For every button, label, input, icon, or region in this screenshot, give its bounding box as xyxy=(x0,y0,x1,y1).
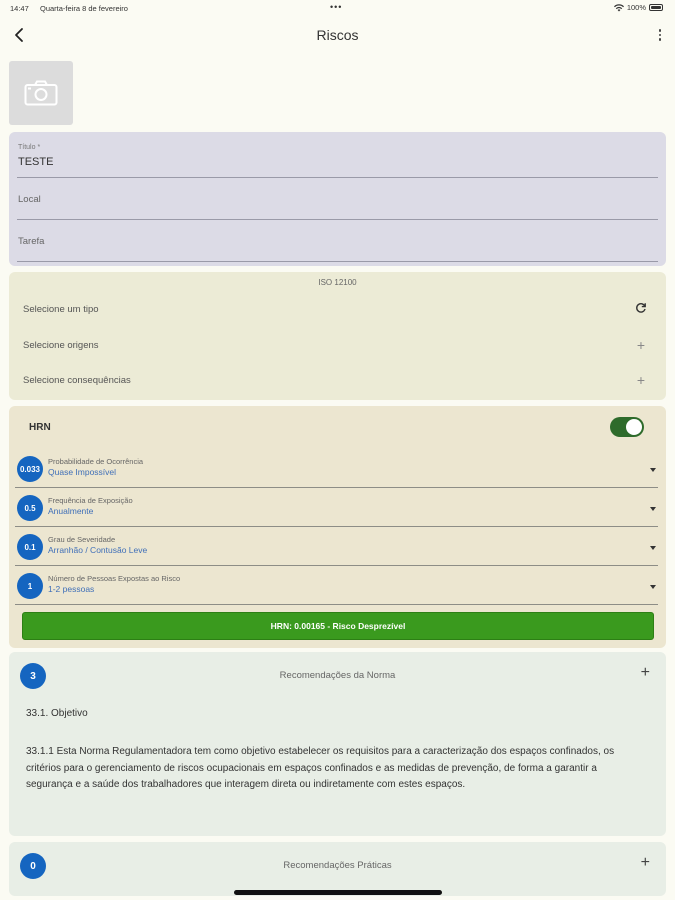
title-field[interactable] xyxy=(17,144,658,178)
more-options-button[interactable] xyxy=(655,26,665,44)
probability-value: Quase Impossível xyxy=(48,467,117,477)
hrn-frequency-select[interactable] xyxy=(15,491,658,527)
hrn-people-select[interactable] xyxy=(15,569,658,605)
norm-section-body: 33.1.1 Esta Norma Regulamentadora tem como objetivo estabelecer os requisitos para a caracterização dos espaços confinados, os critérios para o gerenciamento de riscos ocupacionais em espaços confinados e as medidas de prevenção, de forma a garantir a segurança e a saúde dos trabalhadores que interagem direta ou indiretamente com estes espaços. xyxy=(26,746,615,790)
select-origins-row[interactable] xyxy=(23,336,652,356)
norm-count-badge: 3 xyxy=(20,663,46,689)
dropdown-caret-icon xyxy=(650,468,656,472)
status-time: 14:47 xyxy=(10,4,29,13)
toggle-knob xyxy=(626,419,642,435)
hrn-probability-select[interactable] xyxy=(15,452,658,488)
dropdown-caret-icon xyxy=(650,585,656,589)
probability-badge: 0.033 xyxy=(17,456,43,482)
select-consequences-label: Selecione consequências xyxy=(23,375,131,386)
hrn-label: HRN xyxy=(29,422,51,433)
multitask-dots-icon[interactable]: ••• xyxy=(330,2,343,12)
add-consequence-icon[interactable]: + xyxy=(636,372,646,388)
hrn-card xyxy=(9,406,666,648)
frequency-badge: 0.5 xyxy=(17,495,43,521)
photo-upload-button[interactable] xyxy=(9,61,73,125)
tarefa-field[interactable] xyxy=(17,230,658,262)
tarefa-field-placeholder: Tarefa xyxy=(18,236,45,247)
practical-recommendations-title: Recomendações Práticas xyxy=(283,860,392,871)
refresh-icon[interactable] xyxy=(634,302,648,316)
home-indicator[interactable] xyxy=(234,890,442,895)
status-bar xyxy=(0,0,675,16)
nav-bar xyxy=(0,18,675,52)
iso-title: ISO 12100 xyxy=(318,278,357,287)
status-right xyxy=(614,3,663,12)
title-field-label: Título * xyxy=(18,144,41,151)
add-norm-recommendation-button[interactable]: + xyxy=(640,664,650,681)
hrn-severity-select[interactable] xyxy=(15,530,658,566)
frequency-label: Frequência de Exposição xyxy=(48,496,133,505)
battery-percent: 100% xyxy=(626,3,646,12)
practical-recommendations-card xyxy=(9,842,666,896)
select-consequences-row[interactable] xyxy=(23,371,652,391)
wifi-icon xyxy=(614,4,624,12)
people-badge: 1 xyxy=(17,573,43,599)
select-type-row[interactable] xyxy=(23,300,652,320)
hrn-toggle[interactable] xyxy=(610,417,644,437)
battery-icon xyxy=(649,4,663,11)
norm-recommendations-title: Recomendações da Norma xyxy=(279,670,396,681)
local-field[interactable] xyxy=(17,188,658,220)
norm-section-heading: 33.1. Objetivo xyxy=(26,708,88,719)
select-type-label: Selecione um tipo xyxy=(23,304,99,315)
iso-card xyxy=(9,272,666,400)
people-label: Número de Pessoas Expostas ao Risco xyxy=(48,574,181,583)
frequency-value: Anualmente xyxy=(48,506,94,516)
camera-icon xyxy=(24,80,58,106)
severity-badge: 0.1 xyxy=(17,534,43,560)
select-origins-label: Selecione origens xyxy=(23,340,99,351)
status-date: Quarta-feira 8 de fevereiro xyxy=(40,4,128,13)
page-title: Riscos xyxy=(316,27,359,43)
more-vertical-icon xyxy=(659,29,662,32)
hrn-result-banner: HRN: 0.00165 - Risco Desprezível xyxy=(22,612,654,640)
title-field-value: TESTE xyxy=(18,156,54,168)
norm-recommendations-card xyxy=(9,652,666,836)
dropdown-caret-icon xyxy=(650,546,656,550)
risk-info-card xyxy=(9,132,666,266)
add-origin-icon[interactable]: + xyxy=(636,337,646,353)
people-value: 1-2 pessoas xyxy=(48,584,95,594)
severity-label: Grau de Severidade xyxy=(48,535,116,544)
local-field-placeholder: Local xyxy=(18,194,41,205)
practical-count-badge: 0 xyxy=(20,853,46,879)
add-practical-recommendation-button[interactable]: + xyxy=(640,854,650,871)
dropdown-caret-icon xyxy=(650,507,656,511)
severity-value: Arranhão / Contusão Leve xyxy=(48,545,148,555)
probability-label: Probabilidade de Ocorrência xyxy=(48,457,144,466)
